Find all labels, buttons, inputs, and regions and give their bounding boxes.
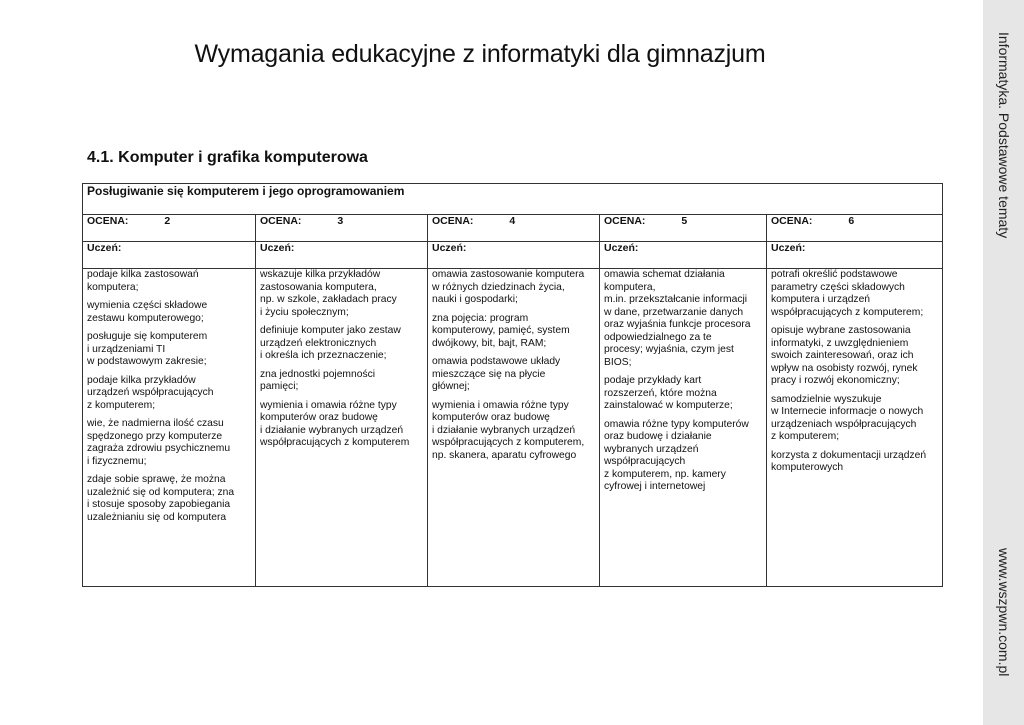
grade-label: OCENA: (771, 215, 813, 227)
section-title: 4.1. Komputer i grafika komputerowa (87, 149, 368, 166)
requirement-item: wymienia i omawia różne typy komputerów oraz budowę i działanie wybranych urządzeń współpracujących z komputerem (260, 399, 410, 448)
requirements-grade-2 (83, 269, 256, 587)
grade-value: 2 (164, 215, 171, 227)
requirement-item: korzysta z dokumentacji urządzeń komputerowych (771, 449, 927, 473)
requirements-grade-4 (428, 269, 600, 587)
student-label: Uczeń: (600, 242, 767, 269)
requirement-item: zna pojęcia: program komputerowy, pamięć, system dwójkowy, bit, bajt, RAM; (432, 312, 570, 349)
side-website: www.wszpwn.com.pl (995, 548, 1012, 677)
student-label: Uczeń: (256, 242, 428, 269)
requirement-item: zna jednostki pojemności pamięci; (260, 368, 376, 392)
side-strip (983, 0, 1024, 725)
requirement-item: zdaje sobie sprawę, że można uzależnić się od komputera; zna i stosuje sposoby zapobiegania uzależnianiu się od komputera (87, 474, 235, 523)
grade-row (83, 215, 943, 242)
grade-label: OCENA: (604, 215, 646, 227)
requirement-item: posługuje się komputerem i urządzeniami TI w podstawowym zakresie; (87, 331, 208, 367)
requirement-item: wskazuje kilka przykładów zastosowania komputera, np. w szkole, zakładach pracy i życiu społecznym; (260, 269, 397, 318)
grade-label: OCENA: (87, 215, 129, 227)
page-title: Wymagania edukacyjne z informatyki dla gimnazjum (194, 40, 766, 68)
grade-label: OCENA: (432, 215, 474, 227)
requirement-item: podaje kilka zastosowań komputera; (87, 269, 199, 293)
requirement-item: wie, że nadmierna ilość czasu spędzonego przy komputerze zagraża zdrowiu psychicznemu i fizycznemu; (87, 418, 231, 467)
requirement-item: potrafi określić podstawowe parametry części składowych komputera i urządzeń współpracujących z komputerem; (771, 269, 924, 318)
requirement-item: omawia podstawowe układy mieszczące się na płycie głównej; (432, 356, 561, 392)
requirements-grade-6 (767, 269, 943, 587)
requirements-row (83, 269, 943, 587)
requirements-grade-3 (256, 269, 428, 587)
requirement-item: omawia różne typy komputerów oraz budowę i działanie wybranych urządzeń współpracujących z komputerem, np. kamery cyfrowej i internetowej (604, 418, 749, 492)
grade-cell (767, 215, 943, 242)
side-book-title: Informatyka. Podstawowe tematy (995, 32, 1012, 239)
requirement-item: omawia schemat działania komputera, m.in. przekształcanie informacji w dane, przetwarzanie danych oraz wyjaśnia funkcje procesora odpowiedzialnego za te procesy; wyjaśnia, czym jest BIOS; (604, 269, 751, 368)
requirements-grade-5 (600, 269, 767, 587)
requirement-item: wymienia i omawia różne typy komputerów oraz budowę i działanie wybranych urządzeń współpracujących z komputerem, np. skanera, aparatu cyfrowego (432, 399, 585, 461)
requirement-item: wymienia części składowe zestawu komputerowego; (87, 300, 208, 324)
requirement-item: podaje kilka przykładów urządzeń współpracujących z komputerem; (87, 374, 214, 411)
grade-cell (256, 215, 428, 242)
student-row (83, 242, 943, 269)
requirement-item: opisuje wybrane zastosowania informatyki, z uwzględnieniem swoich zainteresowań, oraz ich wpływ na osobisty rozwój, rynek pracy i rozwój ekonomiczny; (771, 325, 918, 386)
grade-value: 3 (337, 215, 344, 227)
student-label: Uczeń: (767, 242, 943, 269)
grade-label: OCENA: (260, 215, 302, 227)
grade-cell (83, 215, 256, 242)
grade-cell (600, 215, 767, 242)
requirement-item: definiuje komputer jako zestaw urządzeń elektronicznych i określa ich przeznaczenie; (260, 325, 401, 361)
grade-value: 5 (681, 215, 688, 227)
requirement-item: samodzielnie wyszukuje w Internecie informacje o nowych urządzeniach współpracujących z komputerem; (771, 393, 924, 442)
requirement-item: omawia zastosowanie komputera w różnych dziedzinach życia, nauki i gospodarki; (432, 269, 585, 305)
student-label: Uczeń: (83, 242, 256, 269)
student-label: Uczeń: (428, 242, 600, 269)
grade-value: 4 (509, 215, 516, 227)
requirement-item: podaje przykłady kart rozszerzeń, które można zainstalować w komputerze; (604, 375, 733, 411)
grade-cell (428, 215, 600, 242)
requirements-table (82, 183, 943, 587)
grade-value: 6 (848, 215, 855, 227)
table-header: Posługiwanie się komputerem i jego oprogramowaniem (83, 184, 943, 215)
